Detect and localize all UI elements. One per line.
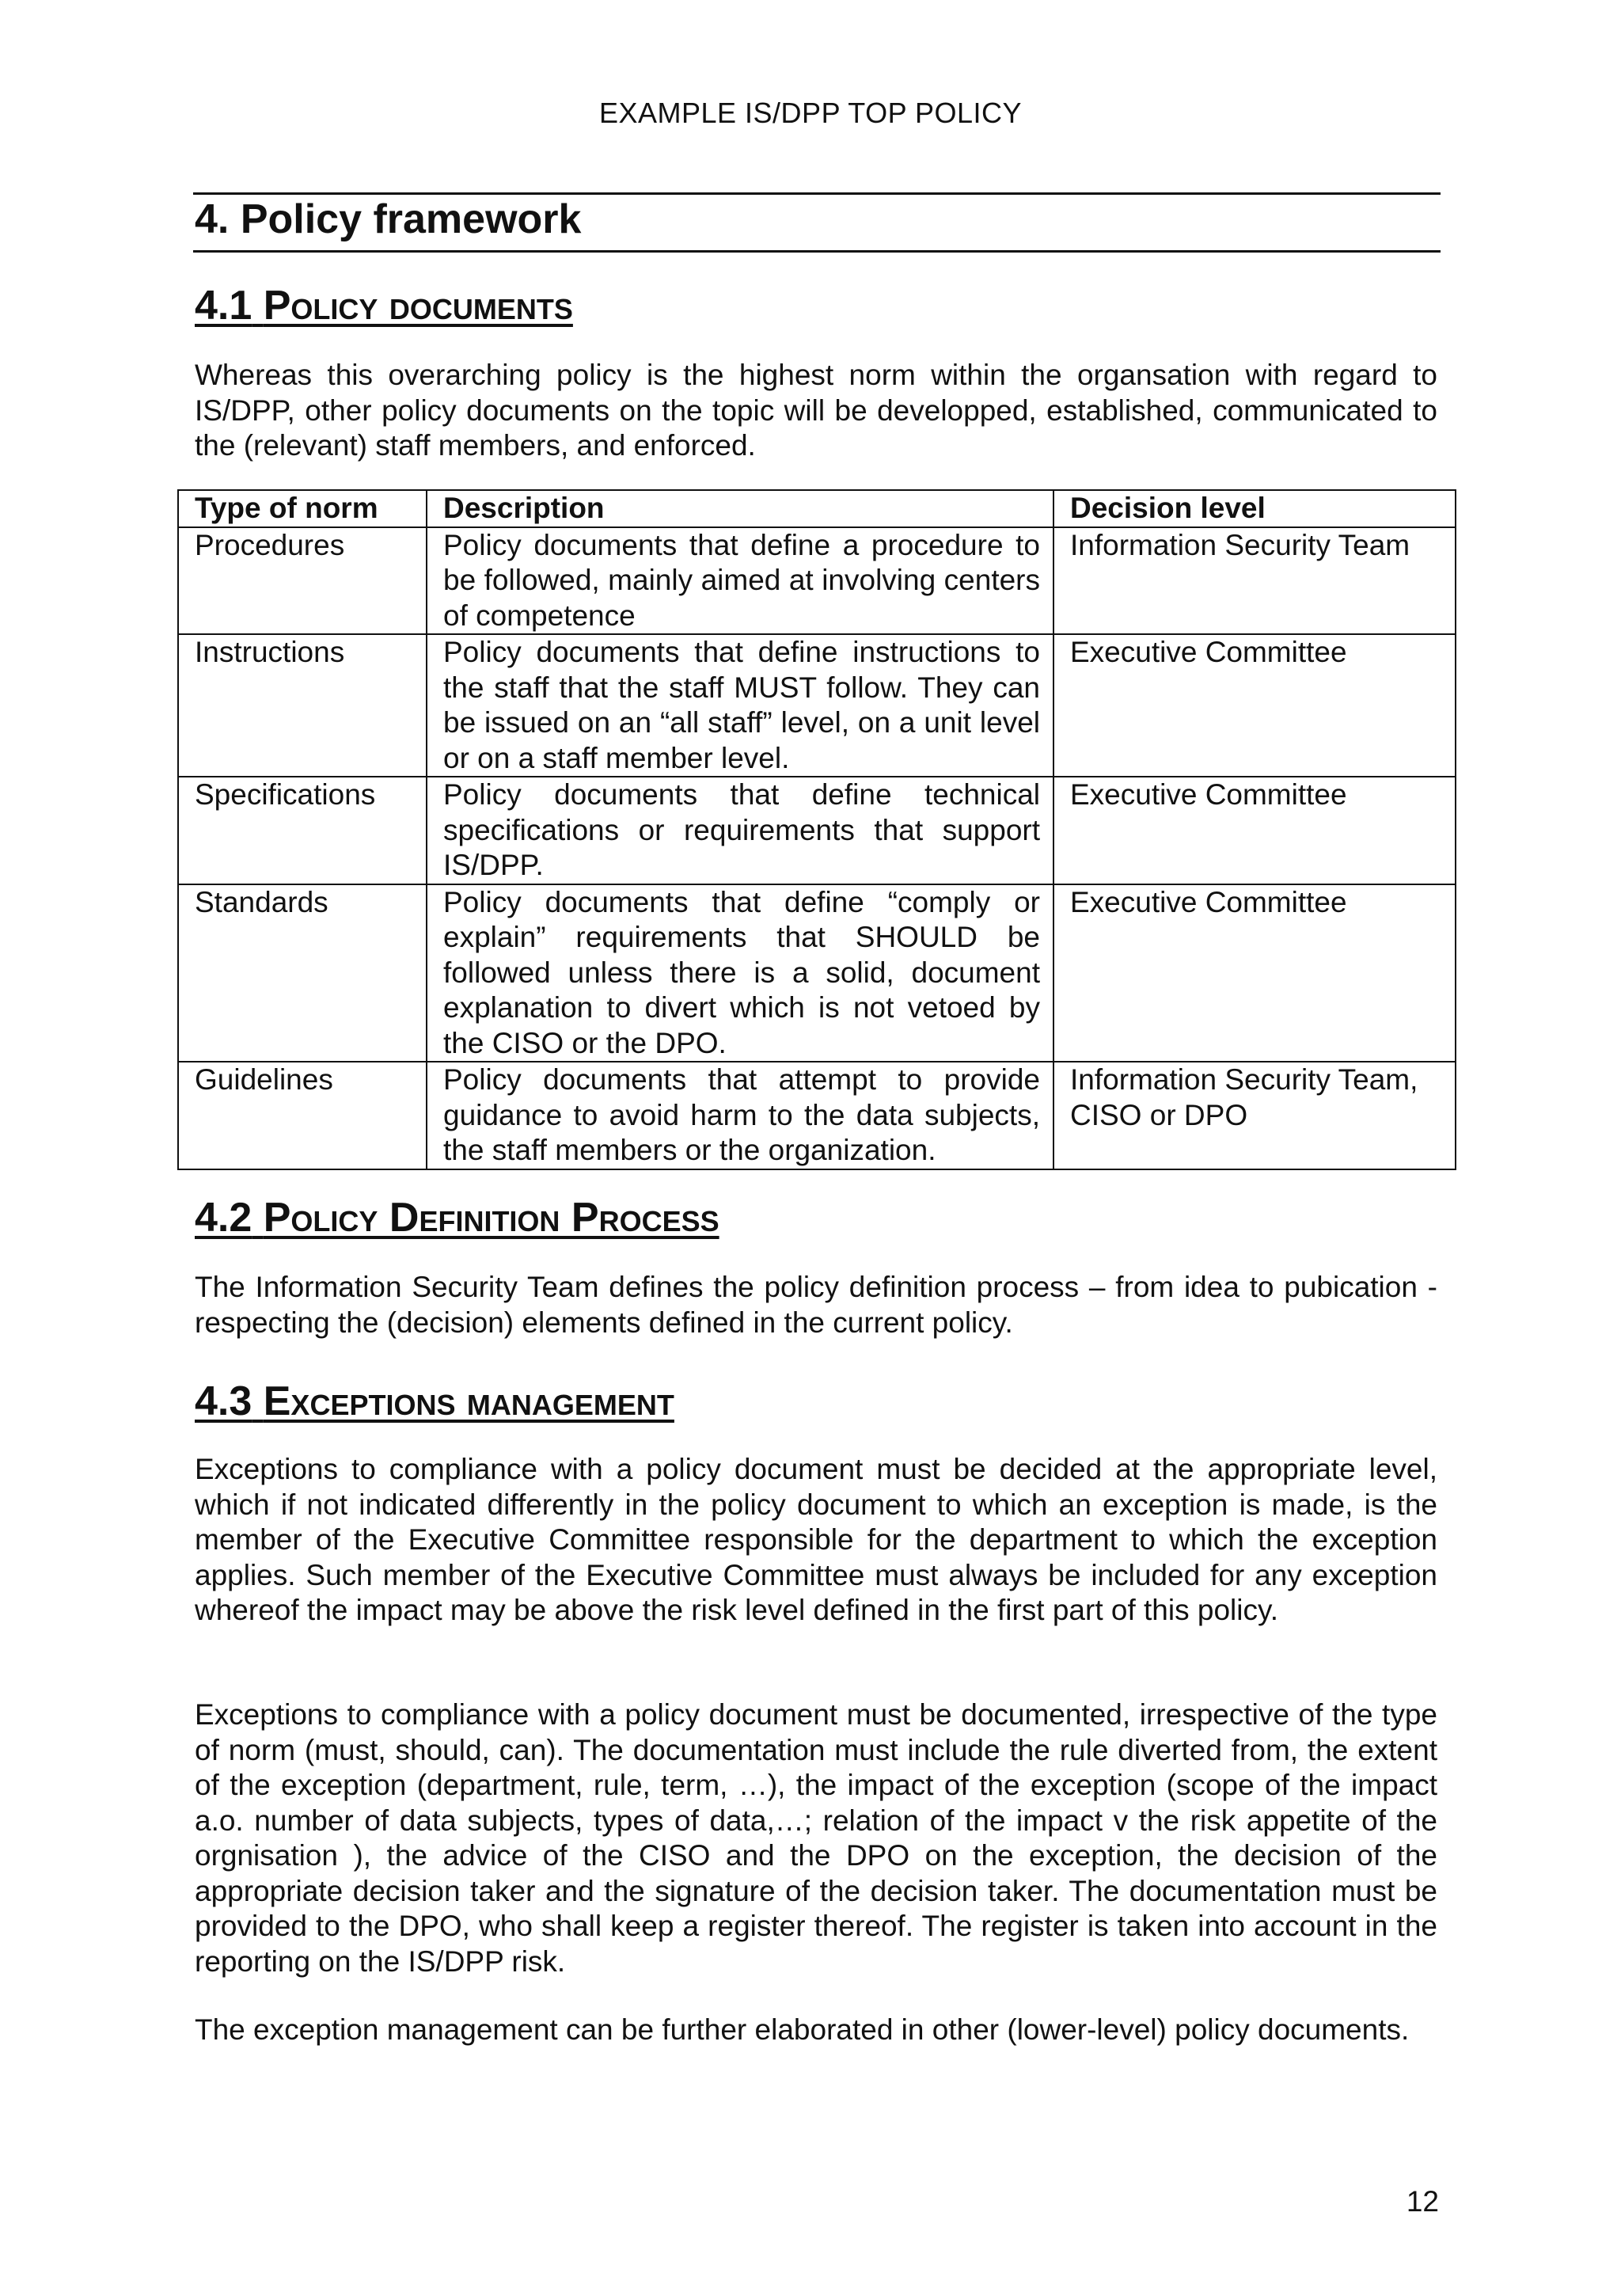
norm-type-cell: Specifications	[178, 777, 427, 884]
norm-description-cell: Policy documents that define a procedure to be followed, mainly aimed at involving centers of competence	[427, 527, 1053, 635]
section-title-text: Policy Definition Process	[263, 1195, 719, 1241]
section-4-1-intro: Whereas this overarching policy is the highest norm within the organsation with regard to IS/DPP, other policy documents on the topic will be developped, established, communicated to the (relevant) staff members, and enforced.	[195, 359, 1437, 462]
norm-type-cell: Procedures	[178, 527, 427, 635]
table-row	[178, 884, 1456, 1062]
running-header: EXAMPLE IS/DPP TOP POLICY	[598, 97, 1023, 129]
norm-type-cell: Guidelines	[178, 1062, 427, 1169]
norm-decision-cell: Executive Committee	[1053, 634, 1456, 777]
exceptions-paragraph-3: The exception management can be further elaborated in other (lower-level) policy documents.	[195, 2013, 1410, 2046]
norm-type-cell: Standards	[178, 884, 427, 1062]
norm-decision-cell: Executive Committee	[1053, 777, 1456, 884]
column-header-decision-level: Decision level	[1053, 490, 1456, 527]
table-row	[178, 777, 1456, 884]
chapter-title: 4. Policy framework	[195, 196, 582, 242]
policy-norms-table	[177, 489, 1456, 1170]
section-heading-4-1	[195, 282, 573, 329]
norm-decision-cell: Information Security Team, CISO or DPO	[1053, 1062, 1456, 1169]
section-title-text: Policy documents	[263, 283, 573, 329]
norm-description-cell: Policy documents that define technical specifications or requirements that support IS/DPP.	[427, 777, 1053, 884]
section-number: 4.2	[195, 1195, 252, 1241]
section-heading-4-2	[195, 1194, 719, 1241]
norm-description-cell: Policy documents that attempt to provide guidance to avoid harm to the data subjects, the staff members or the organization.	[427, 1062, 1053, 1169]
exceptions-paragraph-1: Exceptions to compliance with a policy document must be decided at the appropriate level, which if not indicated differently in the policy document to which an exception is made, is the member of the Executive Committee responsible for the department to which the exception applies. Such member of the Executive Committee must always be included for any exception whereof the impact may be above the risk level defined in the first part of this policy.	[195, 1453, 1437, 1626]
page-number: 12	[1406, 2185, 1439, 2218]
section-heading-4-3	[195, 1378, 674, 1425]
column-header-description: Description	[427, 490, 1053, 527]
column-header-type: Type of norm	[178, 490, 427, 527]
norm-type-cell: Instructions	[178, 634, 427, 777]
table-row	[178, 634, 1456, 777]
chapter-bottom-rule	[193, 250, 1441, 253]
table-row	[178, 1062, 1456, 1169]
section-title-text: Exceptions management	[263, 1378, 674, 1424]
section-4-2-body: The Information Security Team defines the policy definition process – from idea to pubication - respecting the (decision) elements defined in the current policy.	[195, 1271, 1437, 1339]
exceptions-paragraph-2: Exceptions to compliance with a policy document must be documented, irrespective of the type of norm (must, should, can). The documentation must include the rule diverted from, the extent of the exception (department, rule, term, …), the impact of the exception (scope of the impact a.o. number of data subjects, types of data,…; relation of the impact v the risk appetite of the orgnisation ), the advice of the CISO and the DPO on the exception, the decision of the appropriate decision taker and the signature of the decision taker. The documentation must be provided to the DPO, who shall keep a register thereof. The register is taken into account in the reporting on the IS/DPP risk.	[195, 1698, 1437, 1978]
section-number: 4.3	[195, 1378, 252, 1424]
norm-decision-cell: Executive Committee	[1053, 884, 1456, 1062]
norm-decision-cell: Information Security Team	[1053, 527, 1456, 635]
norm-description-cell: Policy documents that define instructions to the staff that the staff MUST follow. They can be issued on an “all staff” level, on a unit level or on a staff member level.	[427, 634, 1053, 777]
table-header-row	[178, 490, 1456, 527]
table-row	[178, 527, 1456, 635]
norm-description-cell: Policy documents that define “comply or explain” requirements that SHOULD be followed unless there is a solid, document explanation to divert which is not vetoed by the CISO or the DPO.	[427, 884, 1053, 1062]
section-number: 4.1	[195, 283, 252, 329]
